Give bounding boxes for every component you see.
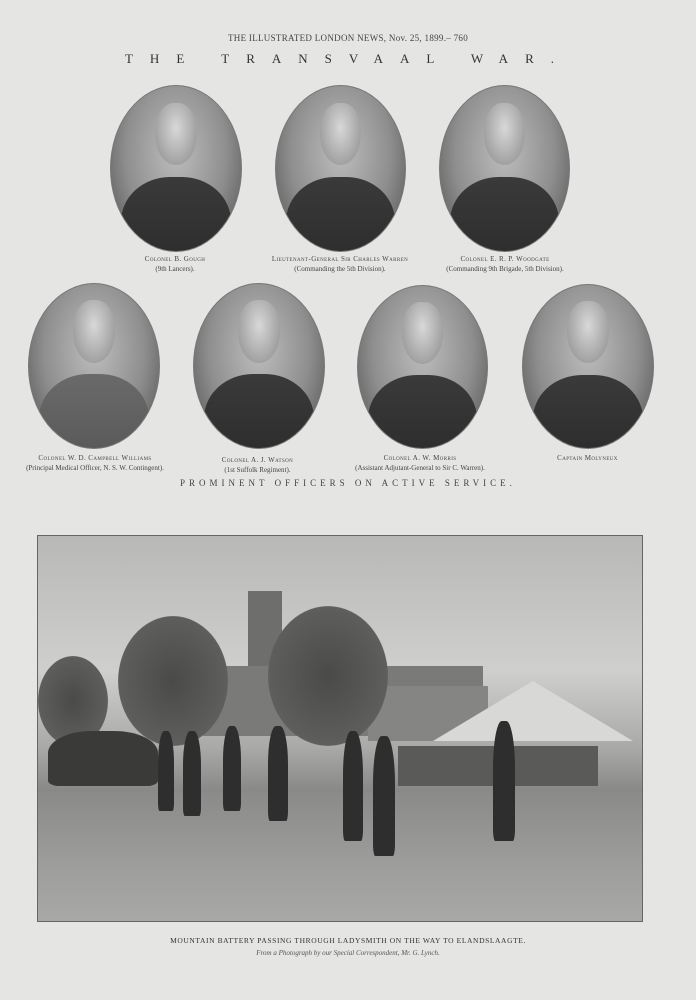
caption-molyneux: Captain Molyneux [557, 454, 618, 462]
caption-morris: Colonel A. W. Morris (Assistant Adjutant-General to Sir C. Warren). [355, 454, 485, 472]
caption-gough: Colonel B. Gough (9th Lancers). [144, 255, 206, 273]
portrait-molyneux [522, 284, 654, 449]
portrait-watson [193, 283, 325, 449]
column-of-soldiers [48, 731, 158, 786]
portrait-gough [110, 85, 242, 252]
caption-watson: Colonel A. J. Watson (1st Suffolk Regiment). [221, 456, 294, 474]
portrait-woodgate [439, 85, 570, 252]
portrait-warren [275, 85, 406, 252]
tent [433, 681, 633, 741]
illustration-caption: MOUNTAIN BATTERY PASSING THROUGH LADYSMITH ON THE WAY TO ELANDSLAAGTE. [170, 936, 526, 945]
portrait-morris [357, 285, 488, 449]
tree [268, 606, 388, 746]
page-title: THE TRANSVAAL WAR. [124, 51, 571, 66]
portrait-campbell-williams [28, 283, 160, 449]
road [38, 791, 642, 921]
portraits-heading: PROMINENT OFFICERS ON ACTIVE SERVICE. [180, 478, 516, 488]
tree [118, 616, 228, 746]
illustration-mountain-battery [37, 535, 643, 922]
officer-figure [493, 721, 515, 841]
caption-woodgate: Colonel E. R. P. Woodgate (Commanding 9th Brigade, 5th Division). [446, 255, 564, 273]
caption-campbell-williams: Colonel W. D. Campbell Williams (Principal Medical Officer, N. S. W. Contingent). [26, 454, 164, 472]
caption-warren: Lieutenant-General Sir Charles Warren (Commanding the 5th Division). [271, 255, 409, 273]
masthead: THE ILLUSTRATED LONDON NEWS, Nov. 25, 1899.– 760 [227, 33, 469, 43]
illustration-credit: From a Photograph by our Special Correspondent, Mr. G. Lynch. [256, 949, 440, 957]
